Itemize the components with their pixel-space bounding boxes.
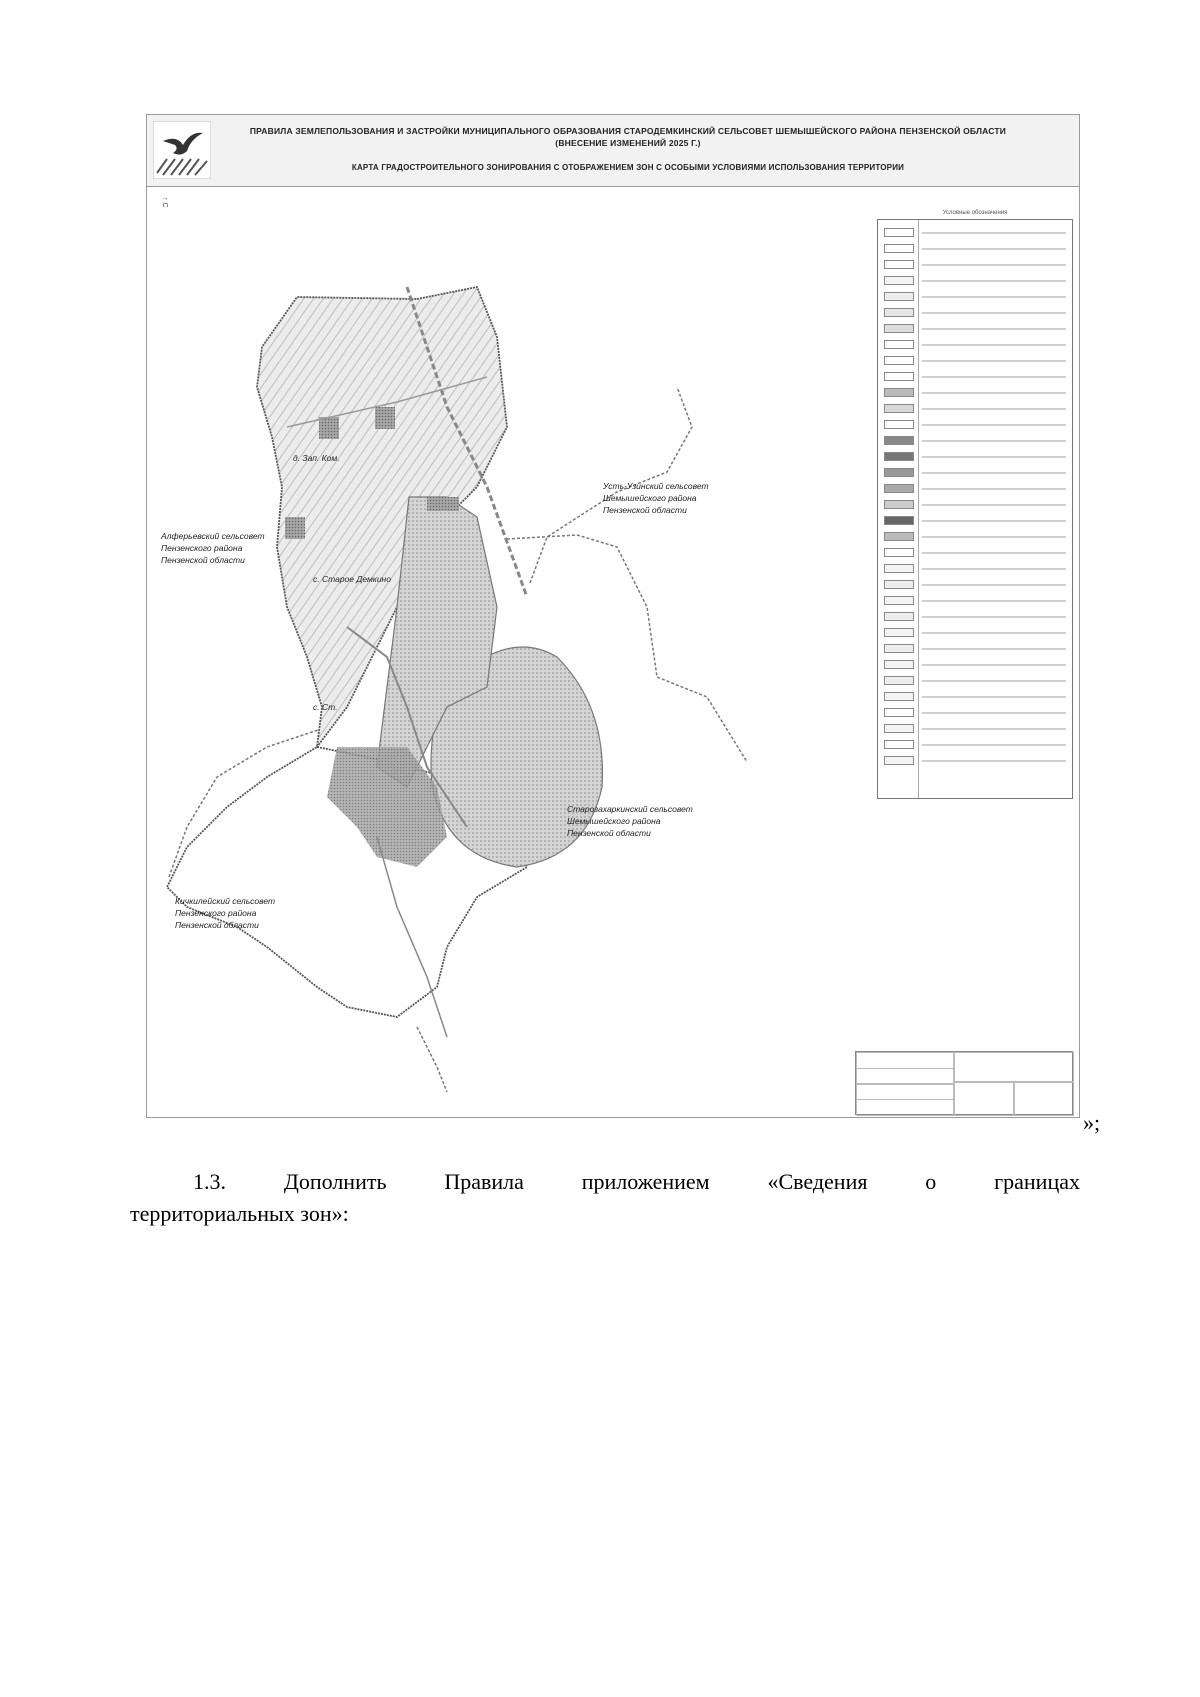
legend-swatch	[884, 740, 914, 749]
legend-caption	[922, 344, 1066, 346]
legend-caption	[922, 392, 1066, 394]
legend-row	[878, 626, 1072, 640]
legend-swatch	[884, 436, 914, 445]
legend-swatch	[884, 404, 914, 413]
legend-row	[878, 322, 1072, 336]
legend-row	[878, 642, 1072, 656]
legend-caption	[922, 232, 1066, 234]
legend-caption	[922, 328, 1066, 330]
legend-row	[878, 530, 1072, 544]
legend-row	[878, 546, 1072, 560]
legend-caption	[922, 424, 1066, 426]
label-ust-uzinsky: Усть-Узинский сельсовет Шемышейского района Пензенской области	[603, 481, 709, 515]
legend-swatch	[884, 244, 914, 253]
legend-row	[878, 226, 1072, 240]
legend-row	[878, 354, 1072, 368]
legend-caption	[922, 408, 1066, 410]
paragraph-word: «Сведения	[767, 1169, 868, 1194]
legend-swatch	[884, 356, 914, 365]
legend-row	[878, 706, 1072, 720]
paragraph-number: 1.3.	[193, 1169, 226, 1194]
legend-swatch	[884, 724, 914, 733]
legend-swatch	[884, 228, 914, 237]
legend-swatch	[884, 500, 914, 509]
map-title: ПРАВИЛА ЗЕМЛЕПОЛЬЗОВАНИЯ И ЗАСТРОЙКИ МУНИЦИПАЛЬНОГО ОБРАЗОВАНИЯ СТАРОДЕМКИНСКИЙ СЕЛЬСОВЕТ ШЕМЫШЕЙСКОГО РАЙОНА ПЕНЗЕНСКОЙ ОБЛАСТИ (ВНЕСЕНИЕ ИЗМЕНЕНИЙ 2025 Г.)	[249, 126, 1007, 148]
boundary-south	[417, 1027, 447, 1092]
legend-row	[878, 418, 1072, 432]
legend-swatch	[884, 388, 914, 397]
legend-caption	[922, 280, 1066, 282]
legend-row	[878, 258, 1072, 272]
legend-row	[878, 610, 1072, 624]
legend-swatch	[884, 420, 914, 429]
legend-swatch	[884, 644, 914, 653]
legend-row	[878, 338, 1072, 352]
legend-row	[878, 562, 1072, 576]
legend-swatch	[884, 564, 914, 573]
legend-row	[878, 754, 1072, 768]
legend-swatch	[884, 628, 914, 637]
legend-row	[878, 722, 1072, 736]
map-subtitle: КАРТА ГРАДОСТРОИТЕЛЬНОГО ЗОНИРОВАНИЯ С ОТОБРАЖЕНИЕМ ЗОН С ОСОБЫМИ УСЛОВИЯМИ ИСПОЛЬЗОВАНИЯ ТЕРРИТОРИИ	[351, 163, 905, 172]
legend-swatch	[884, 324, 914, 333]
paragraph-line-1	[130, 1166, 1080, 1198]
paragraph-word: приложением	[581, 1169, 710, 1194]
paragraph-word: границах	[994, 1169, 1080, 1194]
legend-caption	[922, 616, 1066, 618]
legend-swatch	[884, 676, 914, 685]
legend-caption	[922, 664, 1066, 666]
legend-swatch	[884, 276, 914, 285]
legend-caption	[922, 264, 1066, 266]
paragraph-word: Дополнить	[283, 1169, 387, 1194]
paragraph-1-3	[130, 1166, 1080, 1230]
legend-row	[878, 658, 1072, 672]
legend-row	[878, 466, 1072, 480]
legend-row	[878, 370, 1072, 384]
legend-swatch	[884, 708, 914, 717]
paragraph-line-2: территориальных зон»:	[130, 1201, 349, 1226]
legend-caption	[922, 312, 1066, 314]
legend-row	[878, 290, 1072, 304]
legend-swatch	[884, 260, 914, 269]
legend-caption	[922, 376, 1066, 378]
legend-caption	[922, 536, 1066, 538]
paragraph-word: о	[925, 1169, 937, 1194]
legend-caption	[922, 488, 1066, 490]
legend-swatch	[884, 756, 914, 765]
legend-row	[878, 514, 1072, 528]
legend-caption	[922, 712, 1066, 714]
legend-swatch	[884, 516, 914, 525]
legend-rows	[878, 226, 1072, 770]
legend-row	[878, 434, 1072, 448]
legend-swatch	[884, 580, 914, 589]
legend-caption	[922, 440, 1066, 442]
legend-row	[878, 674, 1072, 688]
legend-row	[878, 386, 1072, 400]
legend-swatch	[884, 308, 914, 317]
label-settlement-south: с. Ст.	[313, 702, 338, 712]
legend-caption	[922, 632, 1066, 634]
legend-row	[878, 450, 1072, 464]
legend-caption	[922, 296, 1066, 298]
legend-row	[878, 402, 1072, 416]
label-kichkileysky: Кичкилейский сельсовет Пензенского района Пензенской области	[175, 896, 276, 930]
legend-caption	[922, 472, 1066, 474]
north-arrow-icon: ↑ С	[161, 197, 168, 208]
legend-caption	[922, 360, 1066, 362]
legend-caption	[922, 456, 1066, 458]
legend-row	[878, 482, 1072, 496]
legend-title: Условные обозначения	[942, 210, 1008, 216]
legend-caption	[922, 696, 1066, 698]
map-legend	[877, 210, 1073, 799]
legend-row	[878, 594, 1072, 608]
legend-swatch	[884, 612, 914, 621]
label-settlement-north: д. Зап. Ком.	[293, 453, 340, 463]
legend-swatch	[884, 452, 914, 461]
swallow-logo-icon	[153, 121, 211, 179]
settlement-block	[319, 417, 339, 439]
title-block-stamp	[855, 1051, 1073, 1115]
legend-row	[878, 578, 1072, 592]
legend-row	[878, 242, 1072, 256]
label-settlement-middle: с. Старое Демкино	[313, 574, 391, 584]
settlement-block	[285, 517, 305, 539]
legend-row	[878, 498, 1072, 512]
legend-row	[878, 690, 1072, 704]
legend-caption	[922, 552, 1066, 554]
paragraph-word: Правила	[444, 1169, 524, 1194]
label-starozakharkinsky: Старозахаркинский сельсовет Шемышейского района Пензенской области	[567, 804, 693, 838]
legend-caption	[922, 504, 1066, 506]
legend-swatch	[884, 372, 914, 381]
legend-caption	[922, 584, 1066, 586]
legend-caption	[922, 728, 1066, 730]
legend-caption	[922, 648, 1066, 650]
legend-swatch	[884, 660, 914, 669]
legend-row	[878, 738, 1072, 752]
legend-swatch	[884, 468, 914, 477]
legend-swatch	[884, 692, 914, 701]
legend-caption	[922, 744, 1066, 746]
legend-swatch	[884, 340, 914, 349]
zoning-map	[146, 114, 1080, 1118]
settlement-block	[427, 497, 459, 511]
legend-swatch	[884, 548, 914, 557]
legend-swatch	[884, 532, 914, 541]
closing-quote: »;	[1083, 1110, 1101, 1135]
legend-caption	[922, 680, 1066, 682]
legend-caption	[922, 520, 1066, 522]
legend-swatch	[884, 484, 914, 493]
legend-caption	[922, 248, 1066, 250]
legend-caption	[922, 568, 1066, 570]
legend-row	[878, 306, 1072, 320]
legend-swatch	[884, 292, 914, 301]
legend-caption	[922, 600, 1066, 602]
legend-caption	[922, 760, 1066, 762]
map-header	[147, 115, 1079, 187]
legend-row	[878, 274, 1072, 288]
label-alferevsky: Алферьевский сельсовет Пензенского района Пензенской области	[161, 531, 265, 565]
legend-swatch	[884, 596, 914, 605]
settlement-block	[375, 407, 395, 429]
